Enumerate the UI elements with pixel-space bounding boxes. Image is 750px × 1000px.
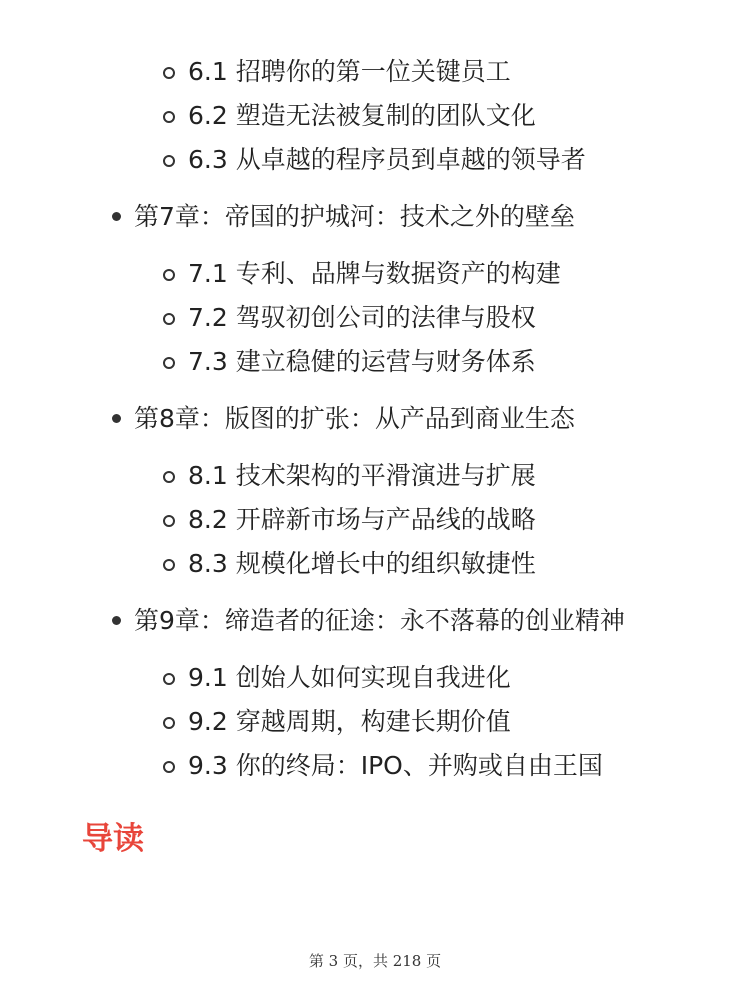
toc-item-9-2[interactable]	[188, 705, 511, 739]
toc-item-label: 6.3 从卓越的程序员到卓越的领导者	[188, 145, 586, 174]
toc-chapter-label: 第9章：缔造者的征途：永不落幕的创业精神	[134, 606, 625, 635]
toc-item-7-2[interactable]	[188, 301, 536, 335]
toc-item-label: 9.1 创始人如何实现自我进化	[188, 663, 511, 692]
page-number-footer: 第 3 页，共 218 页	[308, 952, 442, 970]
circle-bullet-icon	[163, 761, 175, 773]
toc-item-label: 7.1 专利、品牌与数据资产的构建	[188, 259, 561, 288]
circle-bullet-icon	[163, 111, 175, 123]
disc-bullet-icon	[112, 616, 121, 625]
toc-chapter-7[interactable]	[134, 200, 575, 234]
toc-item-7-1[interactable]	[188, 257, 561, 291]
circle-bullet-icon	[163, 269, 175, 281]
toc-item-6-3[interactable]	[188, 143, 586, 177]
toc-item-label: 6.1 招聘你的第一位关键员工	[188, 57, 511, 86]
circle-bullet-icon	[163, 717, 175, 729]
toc-item-label: 8.1 技术架构的平滑演进与扩展	[188, 461, 536, 490]
toc-chapter-label: 第7章：帝国的护城河：技术之外的壁垒	[134, 202, 575, 231]
disc-bullet-icon	[112, 212, 121, 221]
toc-item-9-1[interactable]	[188, 661, 511, 695]
toc-item-label: 7.3 建立稳健的运营与财务体系	[188, 347, 536, 376]
toc-item-6-1[interactable]	[188, 55, 511, 89]
toc-chapter-8[interactable]	[134, 402, 575, 436]
section-heading: 导读	[82, 821, 144, 857]
circle-bullet-icon	[163, 313, 175, 325]
toc-item-8-3[interactable]	[188, 547, 536, 581]
toc-item-label: 8.2 开辟新市场与产品线的战略	[188, 505, 536, 534]
toc-item-9-3[interactable]	[188, 749, 603, 783]
circle-bullet-icon	[163, 357, 175, 369]
toc-item-label: 9.3 你的终局：IPO、并购或自由王国	[188, 751, 603, 780]
toc-item-7-3[interactable]	[188, 345, 536, 379]
toc-item-6-2[interactable]	[188, 99, 536, 133]
toc-item-8-1[interactable]	[188, 459, 536, 493]
toc-item-label: 9.2 穿越周期，构建长期价值	[188, 707, 511, 736]
toc-item-label: 6.2 塑造无法被复制的团队文化	[188, 101, 536, 130]
circle-bullet-icon	[163, 515, 175, 527]
toc-chapter-label: 第8章：版图的扩张：从产品到商业生态	[134, 404, 575, 433]
toc-item-label: 8.3 规模化增长中的组织敏捷性	[188, 549, 536, 578]
circle-bullet-icon	[163, 471, 175, 483]
circle-bullet-icon	[163, 67, 175, 79]
circle-bullet-icon	[163, 155, 175, 167]
circle-bullet-icon	[163, 673, 175, 685]
disc-bullet-icon	[112, 414, 121, 423]
toc-item-8-2[interactable]	[188, 503, 536, 537]
circle-bullet-icon	[163, 559, 175, 571]
toc-chapter-9[interactable]	[134, 604, 625, 638]
toc-item-label: 7.2 驾驭初创公司的法律与股权	[188, 303, 536, 332]
